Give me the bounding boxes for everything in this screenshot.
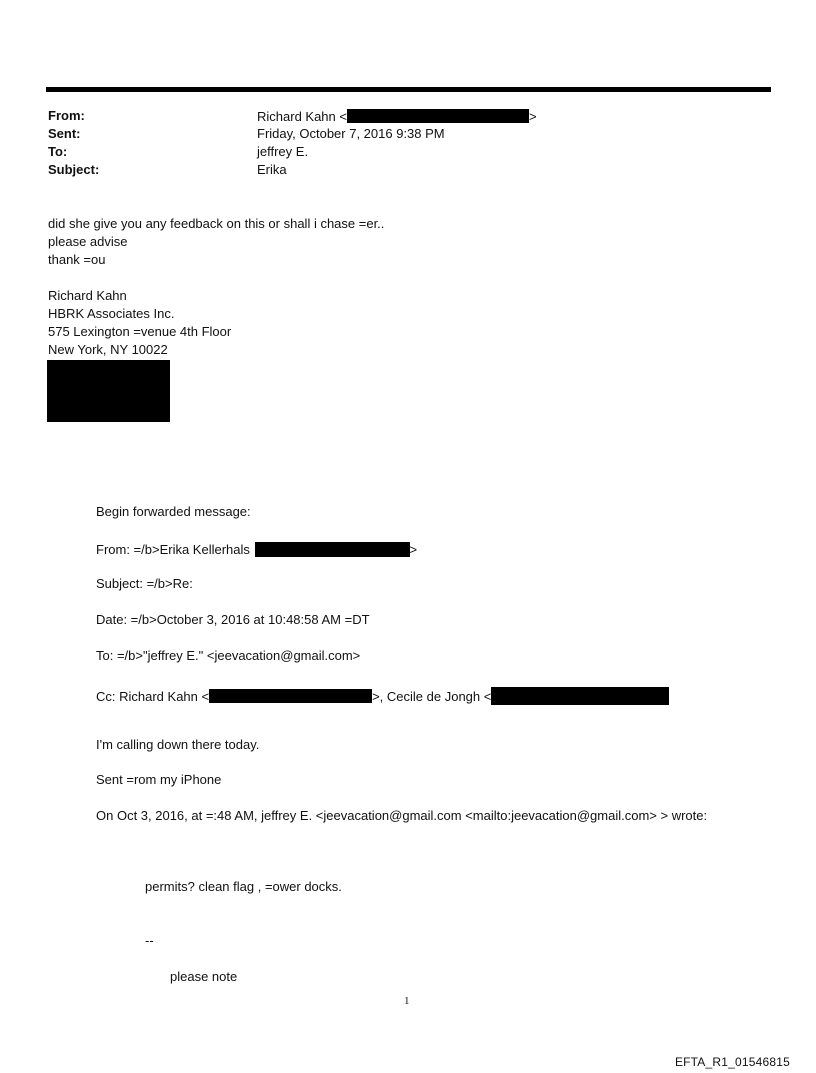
redaction-block — [209, 689, 372, 703]
forward-cc-middle: >, Cecile de Jongh < — [372, 689, 492, 704]
signature-line: HBRK Associates Inc. — [48, 306, 175, 321]
quote-header: On Oct 3, 2016, at =:48 AM, jeffrey E. <jeevacation@gmail.com <mailto:jeevacation@gmail.com> > wrote: — [96, 808, 708, 823]
forward-reply: I'm calling down there today. — [96, 737, 260, 752]
from-close: > — [528, 109, 537, 124]
redaction-block — [255, 542, 410, 557]
document-id: EFTA_R1_01546815 — [674, 1055, 790, 1069]
body-line: please advise — [48, 234, 128, 249]
forward-cc — [96, 683, 669, 706]
signature-line: New York, NY 10022 — [48, 342, 168, 357]
forward-cc-prefix: Cc: Richard Kahn < — [96, 689, 210, 704]
sent-label: Sent: — [48, 126, 81, 141]
from-value — [257, 107, 537, 126]
forward-sent-from: Sent =rom my iPhone — [96, 772, 222, 787]
forward-subject: Subject: =/b>Re: — [96, 576, 193, 591]
signature-line: 575 Lexington =venue 4th Floor — [48, 324, 232, 339]
forward-from — [96, 539, 417, 559]
page-number: 1 — [404, 995, 410, 1007]
redaction-block — [491, 687, 669, 705]
forward-intro: Begin forwarded message: — [96, 504, 251, 519]
sent-value: Friday, October 7, 2016 9:38 PM — [257, 126, 445, 141]
forward-from-close: > — [409, 542, 418, 557]
forward-to: To: =/b>"jeffrey E." <jeevacation@gmail.com> — [96, 648, 361, 663]
to-value: jeffrey E. — [257, 144, 309, 159]
signature-line: Richard Kahn — [48, 288, 127, 303]
from-name: Richard Kahn < — [257, 109, 347, 124]
please-note: please note — [170, 969, 238, 984]
body-line: thank =ou — [48, 252, 106, 267]
forward-from-text: From: =/b>Erika Kellerhals — [96, 542, 250, 557]
header-rule — [46, 87, 771, 92]
redaction-block — [347, 109, 529, 123]
from-label: From: — [48, 108, 85, 123]
forward-date: Date: =/b>October 3, 2016 at 10:48:58 AM =DT — [96, 612, 370, 627]
quote-dashes: -- — [145, 933, 154, 948]
to-label: To: — [48, 144, 68, 159]
redaction-block — [47, 360, 170, 422]
subject-label: Subject: — [48, 162, 100, 177]
body-line: did she give you any feedback on this or shall i chase =er.. — [48, 216, 385, 231]
quoted-line: permits? clean flag , =ower docks. — [145, 879, 342, 894]
subject-value: Erika — [257, 162, 287, 177]
